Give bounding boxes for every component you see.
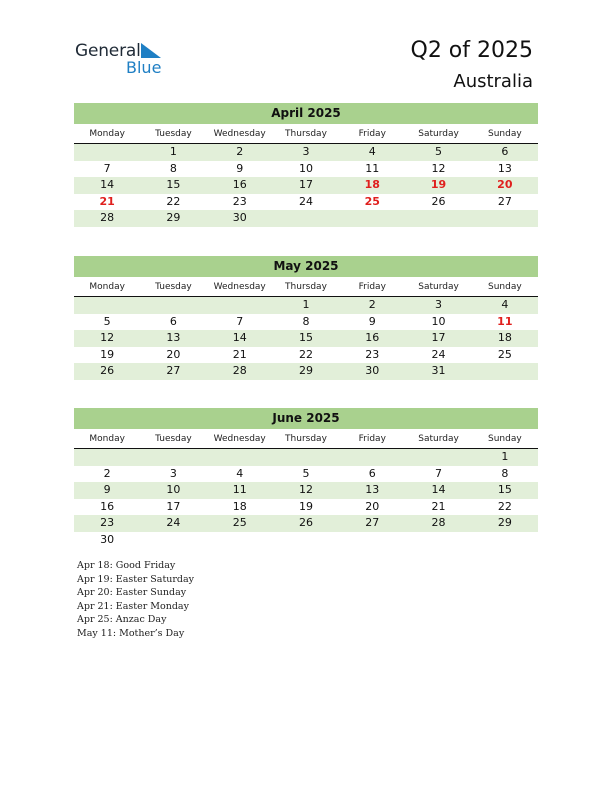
weekday-label: Friday <box>358 434 386 444</box>
holiday-day-cell: 21 <box>99 194 115 208</box>
holiday-day-cell: 20 <box>497 178 513 191</box>
weekday-label: Monday <box>89 129 125 139</box>
day-cell <box>74 449 140 466</box>
day-cell <box>74 144 140 161</box>
day-cell: 11 <box>232 483 247 496</box>
weekday-label: Sunday <box>487 129 522 139</box>
week-row <box>74 482 538 499</box>
day-cell: 8 <box>169 161 177 175</box>
day-cell: 19 <box>100 347 115 361</box>
day-cell: 1 <box>501 450 509 463</box>
day-cell: 2 <box>103 466 111 480</box>
day-cell: 4 <box>368 145 376 158</box>
week-row <box>74 314 538 331</box>
day-cell <box>140 449 206 466</box>
day-cell: 7 <box>236 314 244 328</box>
day-cell <box>207 297 273 314</box>
weekday-label: Saturday <box>418 434 459 444</box>
weekday-label: Tuesday <box>155 129 192 139</box>
day-cell: 13 <box>166 331 181 344</box>
generalblue-logo <box>75 41 175 81</box>
weekday-header-row <box>74 125 538 144</box>
week-row <box>74 330 538 347</box>
month-title: June 2025 <box>74 408 538 429</box>
day-cell: 13 <box>365 483 380 496</box>
week-row <box>74 144 538 161</box>
day-cell: 5 <box>302 466 310 480</box>
holiday-note: Apr 25: Anzac Day <box>77 614 167 626</box>
day-cell: 8 <box>302 314 310 328</box>
day-cell <box>140 532 206 549</box>
day-cell <box>472 210 538 227</box>
day-cell: 1 <box>169 145 177 158</box>
day-cell: 13 <box>497 161 512 175</box>
day-cell <box>472 532 538 549</box>
day-cell <box>339 532 405 549</box>
day-cell: 6 <box>368 466 376 480</box>
day-cell: 18 <box>232 499 247 513</box>
month-title: April 2025 <box>74 103 538 124</box>
holiday-note: Apr 18: Good Friday <box>77 560 176 571</box>
day-cell: 29 <box>497 516 512 529</box>
day-cell: 1 <box>302 298 310 311</box>
week-row <box>74 499 538 516</box>
day-cell: 17 <box>298 178 313 191</box>
day-cell: 5 <box>103 314 111 328</box>
day-cell: 28 <box>100 211 115 224</box>
day-cell: 22 <box>166 194 181 208</box>
weekday-header-row <box>74 430 538 449</box>
day-cell: 11 <box>365 161 380 175</box>
month-calendar-june <box>74 408 538 548</box>
day-cell: 27 <box>365 516 380 529</box>
logo-general-text: General <box>75 41 141 61</box>
weekday-label: Thursday <box>285 282 327 292</box>
day-cell <box>339 449 405 466</box>
day-cell: 30 <box>100 532 115 546</box>
day-cell <box>273 532 339 549</box>
day-cell: 22 <box>298 347 313 361</box>
day-cell: 18 <box>497 331 512 344</box>
logo-triangle-icon <box>141 43 163 59</box>
day-cell: 20 <box>365 499 380 513</box>
week-row <box>74 177 538 194</box>
day-cell <box>405 532 471 549</box>
day-cell <box>207 532 273 549</box>
day-cell: 15 <box>298 331 313 344</box>
day-cell: 29 <box>166 211 181 224</box>
day-cell: 26 <box>298 516 313 529</box>
week-row <box>74 210 538 227</box>
day-cell: 4 <box>236 466 244 480</box>
day-cell: 19 <box>298 499 313 513</box>
day-cell: 6 <box>169 314 177 328</box>
day-cell <box>339 210 405 227</box>
weekday-label: Monday <box>89 434 125 444</box>
day-cell: 23 <box>365 347 380 361</box>
day-cell <box>405 210 471 227</box>
day-cell <box>472 363 538 380</box>
day-cell: 23 <box>232 194 247 208</box>
day-cell: 12 <box>431 161 446 175</box>
day-cell: 14 <box>431 483 446 496</box>
day-cell: 15 <box>497 483 512 496</box>
day-cell: 3 <box>302 145 310 158</box>
day-cell: 10 <box>298 161 313 175</box>
weekday-label: Friday <box>358 129 386 139</box>
day-cell <box>140 297 206 314</box>
weekday-label: Tuesday <box>155 282 192 292</box>
holiday-note: May 11: Mother’s Day <box>77 627 185 639</box>
day-cell: 8 <box>501 466 509 480</box>
month-calendar-april <box>74 103 538 227</box>
day-cell: 12 <box>100 331 115 344</box>
day-cell: 17 <box>431 331 446 344</box>
day-cell: 17 <box>166 499 181 513</box>
day-cell: 2 <box>236 145 244 158</box>
day-cell: 26 <box>431 194 446 208</box>
week-row <box>74 194 538 211</box>
logo-blue-text: Blue <box>126 58 162 77</box>
day-cell <box>273 449 339 466</box>
day-cell: 23 <box>100 516 115 529</box>
weekday-label: Wednesday <box>213 282 266 292</box>
weekday-label: Sunday <box>487 282 522 292</box>
day-cell <box>207 449 273 466</box>
day-cell: 26 <box>100 364 115 377</box>
weekday-label: Thursday <box>285 129 327 139</box>
weekday-label: Thursday <box>285 434 327 444</box>
day-cell: 5 <box>435 145 443 158</box>
day-cell: 21 <box>232 347 247 361</box>
week-row <box>74 363 538 380</box>
day-cell: 16 <box>100 499 115 513</box>
day-cell: 2 <box>368 298 376 311</box>
weekday-label: Saturday <box>418 282 459 292</box>
day-cell: 28 <box>232 364 247 377</box>
week-row <box>74 297 538 314</box>
day-cell: 16 <box>232 178 247 191</box>
weekday-label: Wednesday <box>213 129 266 139</box>
day-cell: 9 <box>368 314 376 328</box>
day-cell: 20 <box>166 347 181 361</box>
weekday-header-row <box>74 278 538 297</box>
day-cell: 24 <box>166 516 181 529</box>
week-row <box>74 449 538 466</box>
day-cell: 4 <box>501 298 509 311</box>
day-cell: 3 <box>435 298 443 311</box>
day-cell: 10 <box>166 483 181 496</box>
day-cell: 14 <box>100 178 115 191</box>
day-cell <box>405 449 471 466</box>
day-cell: 24 <box>431 347 446 361</box>
holiday-day-cell: 25 <box>364 194 380 208</box>
month-title: May 2025 <box>74 256 538 277</box>
week-row <box>74 347 538 364</box>
day-cell: 12 <box>298 483 313 496</box>
day-cell: 6 <box>501 145 509 158</box>
day-cell: 27 <box>497 194 512 208</box>
weekday-label: Wednesday <box>213 434 266 444</box>
day-cell: 7 <box>103 161 111 175</box>
weekday-label: Friday <box>358 282 386 292</box>
day-cell: 27 <box>166 364 181 377</box>
week-row <box>74 161 538 178</box>
day-cell: 31 <box>431 364 446 377</box>
week-row <box>74 515 538 532</box>
day-cell: 9 <box>103 483 111 496</box>
weekday-label: Tuesday <box>155 434 192 444</box>
day-cell: 10 <box>431 314 446 328</box>
day-cell: 28 <box>431 516 446 529</box>
holiday-day-cell: 19 <box>430 178 447 191</box>
day-cell: 24 <box>298 194 313 208</box>
holiday-notes <box>77 559 194 641</box>
month-calendar-may <box>74 256 538 380</box>
day-cell: 14 <box>232 331 247 344</box>
day-cell <box>74 297 140 314</box>
day-cell: 22 <box>497 499 512 513</box>
weekday-label: Saturday <box>418 129 459 139</box>
day-cell: 15 <box>166 178 181 191</box>
day-cell: 16 <box>365 331 380 344</box>
week-row <box>74 532 538 549</box>
country-label: Australia <box>453 71 533 92</box>
holiday-day-cell: 18 <box>364 178 380 191</box>
day-cell: 7 <box>435 466 443 480</box>
day-cell <box>273 210 339 227</box>
holiday-note: Apr 21: Easter Monday <box>77 600 189 612</box>
holiday-note: Apr 19: Easter Saturday <box>77 573 195 585</box>
day-cell: 25 <box>497 347 512 361</box>
holiday-day-cell: 11 <box>497 314 513 328</box>
week-row <box>74 466 538 483</box>
weekday-label: Monday <box>89 282 125 292</box>
day-cell: 3 <box>169 466 177 480</box>
weekday-label: Sunday <box>487 434 522 444</box>
day-cell: 29 <box>298 364 313 377</box>
day-cell: 21 <box>431 499 446 513</box>
day-cell: 30 <box>232 211 247 224</box>
page-title: Q2 of 2025 <box>410 38 533 63</box>
day-cell: 25 <box>232 516 247 529</box>
holiday-note: Apr 20: Easter Sunday <box>77 587 187 599</box>
day-cell: 30 <box>365 364 380 377</box>
day-cell: 9 <box>236 161 244 175</box>
